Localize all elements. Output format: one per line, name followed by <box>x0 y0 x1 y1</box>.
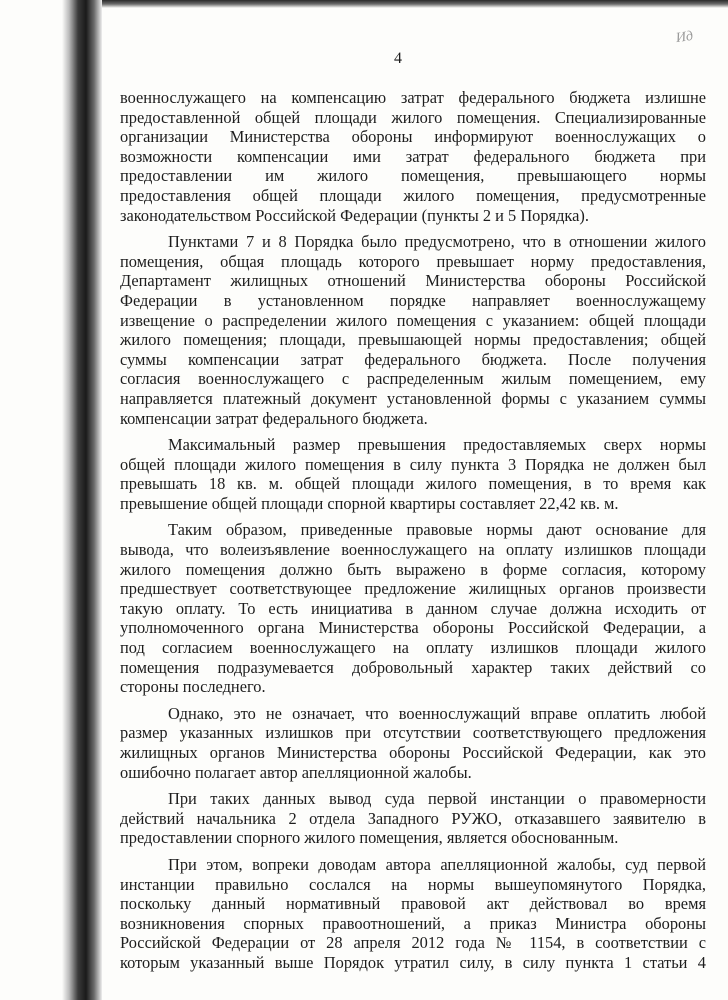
handwritten-mark: Ид <box>674 28 695 47</box>
text-line: предоставлении им жилого помещения, превышающего нормы <box>120 166 706 186</box>
text-line: под согласием военнослужащего на оплату излишков площади жилого <box>120 638 706 658</box>
text-line: стороны последнего. <box>120 677 266 697</box>
text-line: предшествует соответствующее предложение жилищных органов произвести <box>120 579 706 599</box>
text-line: действий начальника 2 отдела Западного РУЖО, отказавшего заявителю в <box>120 808 706 828</box>
text-line: Таким образом, приведенные правовые нормы дают основание для <box>168 520 706 540</box>
paragraph <box>120 789 706 848</box>
text-line: При этом, вопреки доводам автора апелляционной жалобы, суд первой <box>168 854 706 874</box>
text-line: Федерации в установленном порядке направляет военнослужащему <box>120 290 706 310</box>
text-line: согласия военнослужащего с распределенным жилым помещением, ему <box>120 369 706 389</box>
text-line: возможности компенсации ими затрат федерального бюджета при <box>120 146 706 166</box>
text-line: инстанции правильно сослался на нормы вышеупомянутого Порядка, <box>120 874 706 894</box>
text-line: поскольку данный нормативный правовой акт действовал во время <box>120 894 706 914</box>
text-line: извещение о распределении жилого помещения с указанием: общей площади <box>120 310 706 330</box>
text-line: такую оплату. То есть инициатива в данном случае должна исходить от <box>120 598 706 618</box>
text-line: уполномоченного органа Министерства обороны Российской Федерации, а <box>120 618 706 638</box>
text-line: предоставлении спорного жилого помещения, является обоснованным. <box>120 828 619 848</box>
scan-binding-shadow <box>62 0 102 1000</box>
text-line: жилого помещения должно быть выражено в форме согласия, которому <box>120 559 706 579</box>
text-line: которым указанный выше Порядок утратил силу, в силу пункта 1 статьи 4 <box>120 952 706 972</box>
document-body <box>120 88 706 980</box>
paragraph <box>120 855 706 973</box>
text-line: общей площади жилого помещения в силу пункта 3 Порядка не должен был <box>120 454 706 474</box>
text-line: организации Министерства обороны информируют военнослужащих о <box>120 127 706 147</box>
text-line: Максимальный размер превышения предоставляемых сверх нормы <box>168 435 706 455</box>
text-line: При таких данных вывод суда первой инстанции о правомерности <box>168 789 706 809</box>
text-line: превышение общей площади спорной квартиры составляет 22,42 кв. м. <box>120 493 619 513</box>
paragraph <box>120 88 706 225</box>
paragraph <box>120 232 706 428</box>
text-line: военнослужащего на компенсацию затрат федерального бюджета излишне <box>120 88 706 107</box>
text-line: помещения, общая площадь которого превышает норму предоставления, <box>120 251 706 271</box>
text-line: направляется платежный документ установленной формы с указанием суммы <box>120 388 706 408</box>
text-line: законодательством Российской Федерации (пункты 2 и 5 Порядка). <box>120 205 589 225</box>
text-line: жилого помещения; площади, превышающей нормы предоставления; общей <box>120 330 706 350</box>
text-line: Российской Федерации от 28 апреля 2012 года № 1154, в соответствии с <box>120 933 706 953</box>
text-line: возникновения спорных правоотношений, а приказ Министра обороны <box>120 913 706 933</box>
text-line: Однако, это не означает, что военнослужащий вправе оплатить любой <box>168 703 706 723</box>
scan-top-edge <box>90 0 728 8</box>
text-line: ошибочно полагает автор апелляционной жалобы. <box>120 762 472 782</box>
paragraph <box>120 704 706 782</box>
text-line: Пунктами 7 и 8 Порядка было предусмотрено, что в отношении жилого <box>168 232 706 252</box>
text-line: жилищных органов Министерства обороны Российской Федерации, как это <box>120 743 706 762</box>
text-line: вывода, что волеизъявление военнослужащего на оплату излишков площади <box>120 540 706 560</box>
text-line: предоставления общей площади жилого помещения, предусмотренные <box>120 185 706 205</box>
text-line: размер указанных излишков при отсутствии соответствующего предложения <box>120 723 706 743</box>
text-line: превышать 18 кв. м. общей площади жилого помещения, в то время как <box>120 474 706 494</box>
text-line: помещения подразумевается добровольный характер таких действий со <box>120 657 706 677</box>
text-line: компенсации затрат федерального бюджета. <box>120 408 428 428</box>
page-number: 4 <box>394 50 402 67</box>
text-line: Департамент жилищных отношений Министерства обороны Российской <box>120 271 706 291</box>
text-line: суммы компенсации затрат федерального бюджета. После получения <box>120 349 706 369</box>
paragraph <box>120 520 706 696</box>
text-line: предоставленной общей площади жилого помещения. Специализированные <box>120 107 706 127</box>
paragraph <box>120 435 706 513</box>
